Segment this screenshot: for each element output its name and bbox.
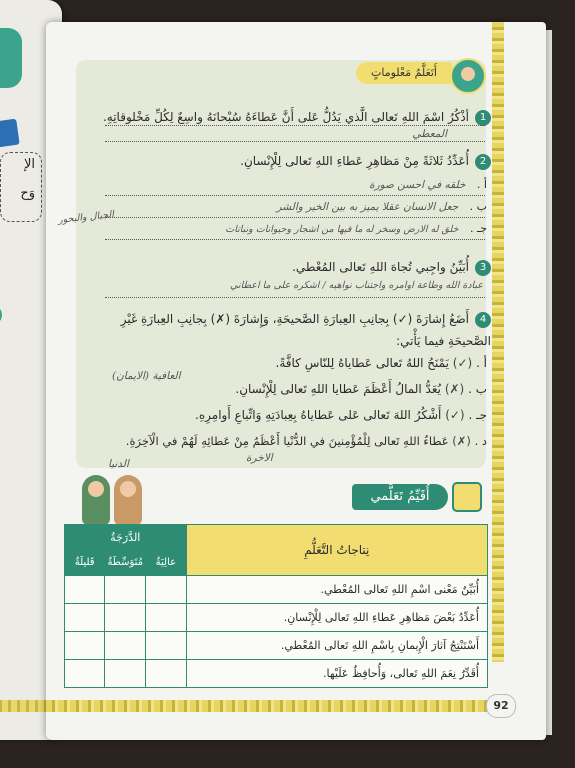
- left-page-badge: [0, 305, 2, 325]
- question-3: [101, 258, 491, 276]
- answer-letter: ب .: [469, 200, 487, 213]
- rating-cell[interactable]: [146, 632, 186, 660]
- level-medium: مُتَوَسِّطَةٌ: [105, 550, 146, 576]
- question-number: 1: [475, 110, 491, 126]
- rating-cell[interactable]: [146, 660, 186, 688]
- outcomes-header: نِتاجاتُ التَّعَلُّمِ: [186, 525, 487, 576]
- checklist-icon: [452, 482, 482, 512]
- degree-header: الدَّرَجَةُ: [65, 525, 187, 551]
- rating-cell[interactable]: [65, 576, 105, 604]
- self-assessment-table: [64, 524, 488, 688]
- answer-line: [105, 216, 485, 218]
- question-number: 4: [475, 312, 491, 328]
- outcome-text: أُقَدِّرُ نِعَمَ اللهِ تَعالى، وَأُحافِظُ عَلَيْها.: [186, 660, 487, 688]
- handwritten-note: العافية (الايمان): [112, 370, 181, 382]
- student-avatar-icon: [450, 58, 486, 94]
- page-number: 92: [486, 694, 516, 718]
- rating-cell[interactable]: [105, 604, 146, 632]
- statement-text: أَشْكُرُ اللهَ تَعالى عَلى عَطاياهُ بِعِبادَتِهِ وَاتِّباعِ أَوامِرِهِ.: [195, 408, 442, 422]
- outcome-text: أُعَدِّدُ بَعْضَ مَظاهِرِ عَطاءِ اللهِ تَعالى لِلْإِنْسانِ.: [186, 604, 487, 632]
- statement-a: [276, 356, 487, 370]
- table-row: [65, 660, 488, 688]
- answer-row-b: [277, 200, 487, 213]
- question-text: أُعَدِّدُ ثَلاثَةً مِنْ مَظاهِرِ عَطاءِ اللهِ تَعالى لِلْإِنْسانِ.: [240, 154, 469, 168]
- statement-text: عَطاءُ اللهِ تَعالى لِلْمُؤْمِنينَ في الدُّنْيا أَعْظَمُ مِنْ عَطائِهِ لَهُمْ في الْآخِرَةِ.: [125, 434, 449, 448]
- statement-text: يُعَدُّ المالُ أَعْظَمَ عَطايا اللهِ تَعالى لِلْإِنْسانِ.: [235, 382, 441, 396]
- rating-cell[interactable]: [65, 660, 105, 688]
- handwritten-note: الدنيا: [108, 458, 129, 470]
- rating-cell[interactable]: [146, 576, 186, 604]
- girl-icon: [114, 475, 142, 525]
- left-page-snippet-top: الإ: [23, 157, 35, 172]
- rating-cell[interactable]: [105, 632, 146, 660]
- statement-b: [235, 382, 487, 396]
- statement-c: [195, 408, 487, 422]
- answer-letter: جـ .: [469, 222, 487, 235]
- statement-letter: جـ .: [468, 408, 487, 422]
- cross-mark: (✗): [452, 434, 471, 448]
- question-text: أُبَيِّنُ واجِبي تُجاهَ اللهِ تَعالى المُعْطي.: [292, 260, 469, 274]
- answer-line: [105, 124, 485, 126]
- answer-line: [105, 140, 485, 142]
- question-number: 3: [475, 260, 491, 276]
- table-row: [65, 632, 488, 660]
- answer-line: [105, 194, 485, 196]
- statement-text: يَمْنَحُ اللهُ تَعالى عَطاياهُ لِلنّاسِ كافَّةً.: [275, 356, 449, 370]
- rating-cell[interactable]: [105, 660, 146, 688]
- question-4: [101, 310, 491, 328]
- statement-letter: أ .: [476, 356, 487, 370]
- handwritten-note: الاخرة: [246, 452, 273, 464]
- cross-mark: (✗): [444, 382, 465, 396]
- table-row: [65, 576, 488, 604]
- rating-cell[interactable]: [65, 604, 105, 632]
- statement-letter: ب .: [468, 382, 487, 396]
- answer-line: [105, 296, 485, 298]
- answer-row-c: [225, 222, 487, 235]
- level-high: عالِيَةٌ: [146, 550, 186, 576]
- handwritten-answer: خلق له الارض وسخر له ما فيها من اشجار وحيوانات ونباتات: [225, 224, 459, 235]
- outcome-text: أُبَيِّنُ مَعْنى اسْمِ اللهِ تَعالى المُعْطي.: [186, 576, 487, 604]
- level-low: قَليلَةٌ: [65, 550, 105, 576]
- decorative-border-bottom: [46, 700, 500, 712]
- question-4-continued: الصَّحيحَةِ فيما يَأْتي:: [396, 334, 491, 348]
- answer-line: [105, 238, 485, 240]
- evaluation-title: أُقَيِّمُ تَعَلُّمي: [352, 484, 448, 510]
- handwritten-answer: المعطي: [412, 128, 447, 140]
- handwritten-answer: جعل الانسان عقلا يميز به بين الخير والشر: [276, 201, 459, 213]
- question-text: أَضَعُ إِشارَةَ (✓) بِجانِبِ العِبارَةِ الصَّحيحَةِ، وَإِشارَةَ (✗) بِجانِبِ العِبارَةِ غَيْرِ: [120, 312, 469, 326]
- check-mark: (✓): [445, 408, 465, 422]
- section-tag: أَتَعَلَّمُ مَعْلوماتٍ: [356, 62, 452, 84]
- students-illustration: [80, 475, 148, 525]
- left-page-text-box: [0, 152, 42, 222]
- statement-letter: د .: [474, 434, 487, 448]
- handwritten-margin-note: الجبال والبحور: [57, 209, 115, 226]
- question-number: 2: [475, 154, 491, 170]
- left-page-blue-icon: [0, 119, 20, 148]
- answer-row-a: [369, 178, 487, 191]
- decorative-border-right: [492, 22, 504, 662]
- boy-icon: [82, 475, 110, 525]
- check-mark: (✓): [452, 356, 473, 370]
- answer-letter: أ .: [476, 178, 487, 191]
- rating-cell[interactable]: [65, 632, 105, 660]
- question-2: [101, 152, 491, 170]
- question-text: أذْكُرُ اسْمَ اللهِ تَعالى الَّذي يَدُلُّ عَلى أَنَّ عَطاءَهُ سُبْحانَهُ واسِعٌ لِكُلِّ مَخْلوقاتِهِ.: [102, 110, 469, 124]
- rating-cell[interactable]: [105, 576, 146, 604]
- left-page-snippet-bottom: وَح: [20, 186, 35, 201]
- statement-d: [126, 434, 487, 448]
- table-row: [65, 604, 488, 632]
- handwritten-answer: خلقه في احسن صورة: [369, 179, 466, 191]
- rating-cell[interactable]: [146, 604, 186, 632]
- handwritten-answer: عبادة الله وطاعة اوامره واجتناب نواهيه / اشكره على ما اعطاني: [230, 280, 483, 291]
- outcome-text: أَسْتَنْتِجُ آثارَ الْإِيمانِ بِاسْمِ اللهِ تَعالى المُعْطي.: [186, 632, 487, 660]
- left-page-tab: [0, 28, 22, 88]
